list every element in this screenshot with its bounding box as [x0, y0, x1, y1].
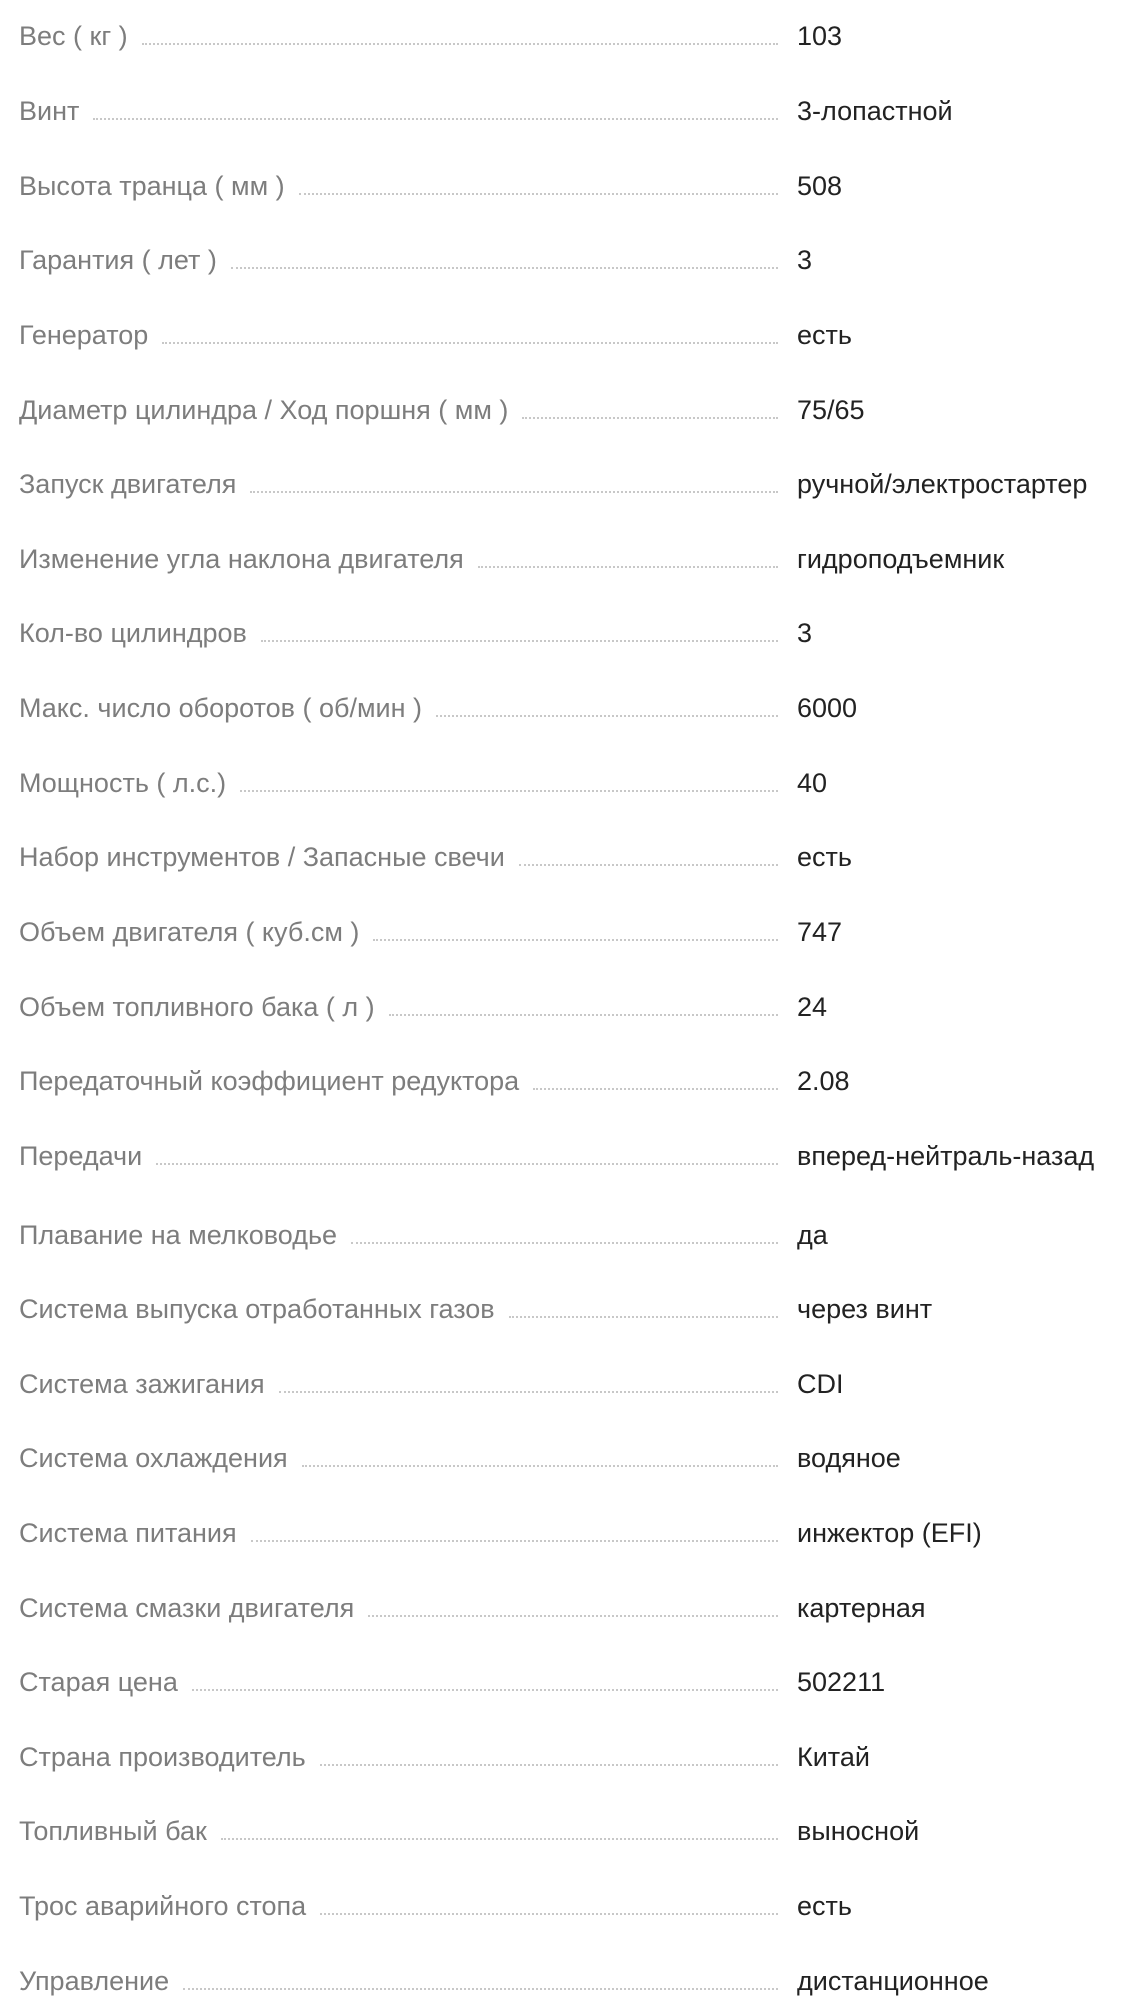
spec-row [0, 987, 1127, 1027]
spec-value: инжектор (EFI) [797, 1518, 982, 1548]
dotted-leader [351, 1241, 778, 1244]
spec-name: Система смазки двигателя [19, 1593, 368, 1624]
dotted-leader [261, 639, 778, 642]
spec-name: Объем двигателя ( куб.см ) [19, 917, 373, 948]
spec-value: 3 [797, 245, 813, 275]
dotted-leader [250, 490, 778, 493]
spec-row [0, 464, 1127, 504]
dotted-leader [436, 714, 778, 717]
dotted-leader [302, 1464, 778, 1467]
dotted-leader [299, 192, 778, 195]
spec-row [0, 912, 1127, 952]
spec-name: Объем топливного бака ( л ) [19, 992, 389, 1023]
dotted-leader [142, 42, 778, 45]
dotted-leader [389, 1013, 778, 1016]
spec-row [0, 1061, 1127, 1101]
spec-name: Вес ( кг ) [19, 21, 142, 52]
spec-row [0, 613, 1127, 653]
spec-name: Старая цена [19, 1667, 192, 1698]
dotted-leader [320, 1763, 778, 1766]
dotted-leader [240, 789, 778, 792]
dotted-leader [368, 1614, 778, 1617]
spec-value: есть [797, 842, 852, 872]
spec-name: Макс. число оборотов ( об/мин ) [19, 693, 436, 724]
spec-value: есть [797, 1891, 852, 1921]
spec-name: Изменение угла наклона двигателя [19, 544, 478, 575]
spec-value: ручной/электростартер [797, 469, 1088, 499]
spec-name: Трос аварийного стопа [19, 1891, 320, 1922]
spec-value: гидроподъемник [797, 544, 1005, 574]
dotted-leader [519, 863, 778, 866]
spec-value: 508 [797, 171, 843, 201]
spec-value: 6000 [797, 693, 858, 723]
spec-name: Система питания [19, 1518, 251, 1549]
spec-row [0, 240, 1127, 280]
spec-value: 3 [797, 618, 813, 648]
spec-value: вперед-нейтраль-назад [797, 1141, 1095, 1171]
spec-name: Гарантия ( лет ) [19, 245, 231, 276]
dotted-leader [183, 1987, 778, 1990]
spec-value: картерная [797, 1593, 926, 1623]
dotted-leader [320, 1912, 778, 1915]
dotted-leader [231, 266, 778, 269]
spec-name: Система выпуска отработанных газов [19, 1294, 509, 1325]
spec-row [0, 1961, 1127, 2001]
dotted-leader [533, 1087, 778, 1090]
dotted-leader [509, 1315, 778, 1318]
dotted-leader [251, 1539, 778, 1542]
dotted-leader [93, 117, 778, 120]
spec-row [0, 1737, 1127, 1777]
spec-row [0, 1662, 1127, 1702]
spec-row [0, 1886, 1127, 1926]
spec-value: выносной [797, 1816, 920, 1846]
spec-row [0, 1811, 1127, 1851]
spec-row [0, 16, 1127, 56]
spec-value: 2.08 [797, 1066, 850, 1096]
spec-name: Система зажигания [19, 1369, 279, 1400]
spec-row [0, 763, 1127, 803]
spec-row [0, 1588, 1127, 1628]
spec-row [0, 91, 1127, 131]
spec-row [0, 1215, 1127, 1255]
spec-value: Китай [797, 1742, 870, 1772]
spec-name: Передаточный коэффициент редуктора [19, 1066, 533, 1097]
spec-row [0, 1289, 1127, 1329]
spec-value: да [797, 1220, 828, 1250]
dotted-leader [478, 565, 778, 568]
spec-value: дистанционное [797, 1966, 989, 1996]
spec-name: Набор инструментов / Запасные свечи [19, 842, 519, 873]
spec-value: 40 [797, 768, 828, 798]
spec-name: Плавание на мелководье [19, 1220, 351, 1251]
dotted-leader [373, 938, 778, 941]
spec-value: 502211 [797, 1667, 886, 1697]
spec-value: 3-лопастной [797, 96, 953, 126]
spec-name: Генератор [19, 320, 162, 351]
spec-row [0, 315, 1127, 355]
spec-name: Мощность ( л.с.) [19, 768, 240, 799]
spec-row [0, 1364, 1127, 1404]
spec-name: Страна производитель [19, 1742, 320, 1773]
spec-row [0, 1513, 1127, 1553]
dotted-leader [522, 416, 778, 419]
spec-row [0, 688, 1127, 728]
spec-row [0, 837, 1127, 877]
spec-value: водяное [797, 1443, 901, 1473]
dotted-leader [162, 341, 778, 344]
spec-row [0, 390, 1127, 430]
spec-value: 75/65 [797, 395, 865, 425]
dotted-leader [192, 1688, 778, 1691]
spec-name: Топливный бак [19, 1816, 221, 1847]
spec-row [0, 166, 1127, 206]
spec-row [0, 539, 1127, 579]
dotted-leader [156, 1162, 778, 1165]
spec-value: 24 [797, 992, 828, 1022]
spec-name: Передачи [19, 1141, 156, 1172]
spec-value: CDI [797, 1369, 844, 1399]
spec-value: через винт [797, 1294, 933, 1324]
spec-name: Высота транца ( мм ) [19, 171, 299, 202]
spec-name: Система охлаждения [19, 1443, 302, 1474]
dotted-leader [279, 1390, 778, 1393]
spec-name: Управление [19, 1966, 183, 1997]
spec-name: Кол-во цилиндров [19, 618, 261, 649]
spec-row [0, 1438, 1127, 1478]
spec-name: Винт [19, 96, 93, 127]
dotted-leader [221, 1837, 778, 1840]
spec-row [0, 1136, 1127, 1176]
spec-value: есть [797, 320, 852, 350]
spec-value: 103 [797, 21, 843, 51]
spec-name: Диаметр цилиндра / Ход поршня ( мм ) [19, 395, 522, 426]
spec-value: 747 [797, 917, 843, 947]
spec-name: Запуск двигателя [19, 469, 250, 500]
